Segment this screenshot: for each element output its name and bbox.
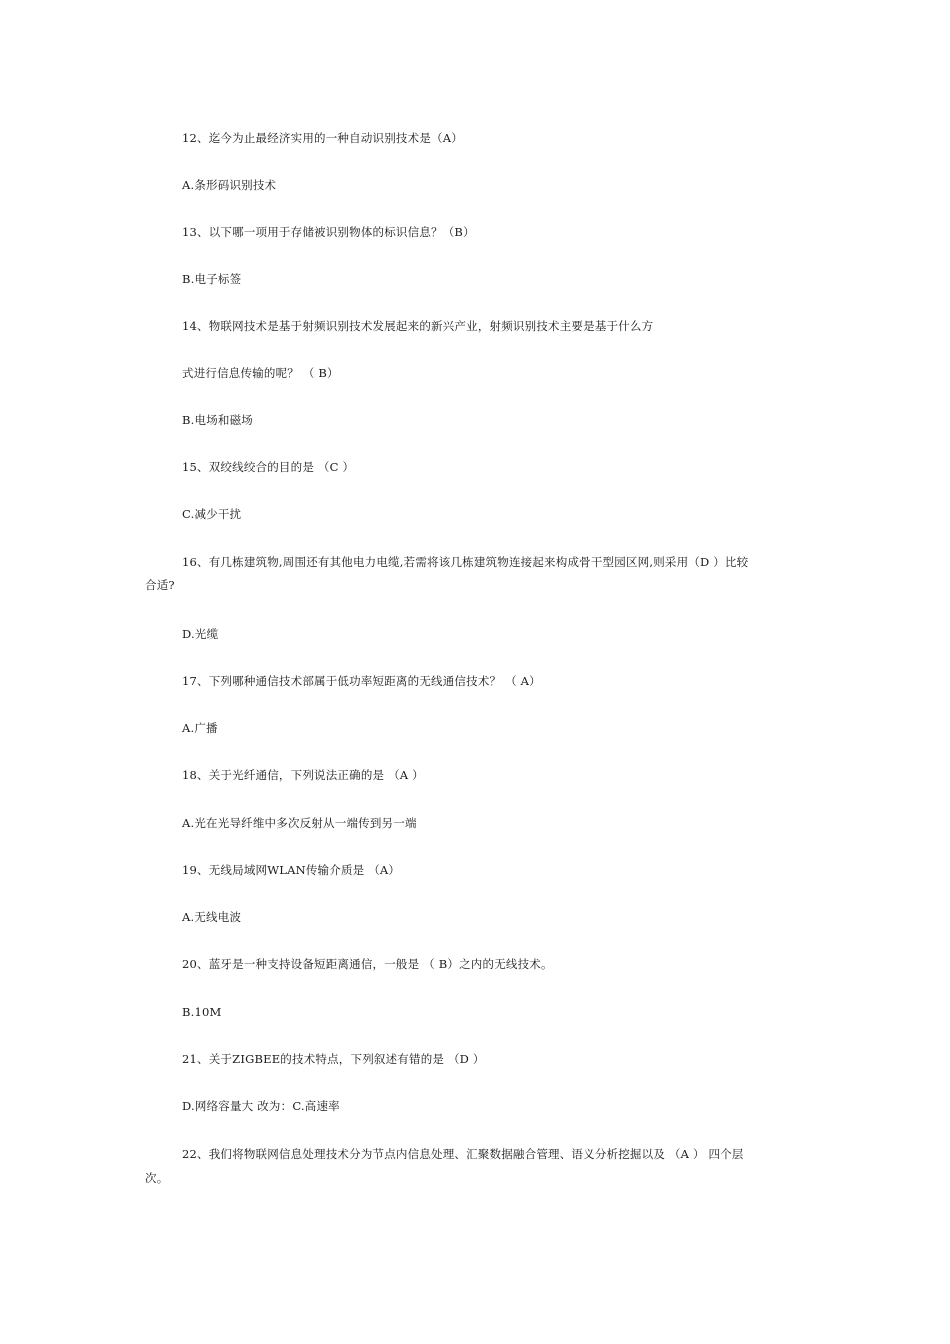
- answer-15: C.减少干扰: [182, 507, 242, 521]
- answer-13: B.电子标签: [182, 272, 242, 286]
- question-20: 20、蓝牙是一种支持设备短距离通信，一般是 （ B）之内的无线技术。: [182, 957, 553, 971]
- question-12: 12、迄今为止最经济实用的一种自动识别技术是（A）: [182, 131, 463, 145]
- question-21: 21、关于ZIGBEE的技术特点，下列叙述有错的是 （D ）: [182, 1052, 485, 1066]
- question-17: 17、下列哪种通信技术部属于低功率短距离的无线通信技术？ （ A）: [182, 674, 541, 688]
- question-16-continued: 合适?: [145, 578, 175, 592]
- question-22-continued: 次。: [145, 1171, 169, 1185]
- answer-17: A.广播: [182, 721, 218, 735]
- answer-14: B.电场和磁场: [182, 413, 254, 427]
- answer-16: D.光缆: [182, 627, 219, 641]
- question-14-continued: 式进行信息传输的呢？ （ B）: [182, 366, 339, 380]
- question-19: 19、无线局域网WLAN传输介质是 （A）: [182, 863, 401, 877]
- question-14: 14、物联网技术是基于射频识别技术发展起来的新兴产业，射频识别技术主要是基于什么方: [182, 319, 654, 333]
- question-13: 13、以下哪一项用于存储被识别物体的标识信息？（B）: [182, 225, 475, 239]
- answer-12: A.条形码识别技术: [182, 178, 277, 192]
- question-22: 22、我们将物联网信息处理技术分为节点内信息处理、汇聚数据融合管理、语义分析挖掘以及 （A ） 四个层: [182, 1147, 744, 1161]
- answer-19: A.无线电波: [182, 910, 242, 924]
- answer-21: D.网络容量大 改为：C.高速率: [182, 1099, 340, 1113]
- answer-20: B.10M: [182, 1005, 222, 1019]
- answer-18: A.光在光导纤维中多次反射从一端传到另一端: [182, 816, 417, 830]
- question-18: 18、关于光纤通信，下列说法正确的是 （A ）: [182, 768, 424, 782]
- question-15: 15、双绞线绞合的目的是 （C ）: [182, 460, 355, 474]
- question-16: 16、有几栋建筑物,周围还有其他电力电缆,若需将该几栋建筑物连接起来构成骨干型园区网,则采用（D ）比较: [182, 555, 749, 569]
